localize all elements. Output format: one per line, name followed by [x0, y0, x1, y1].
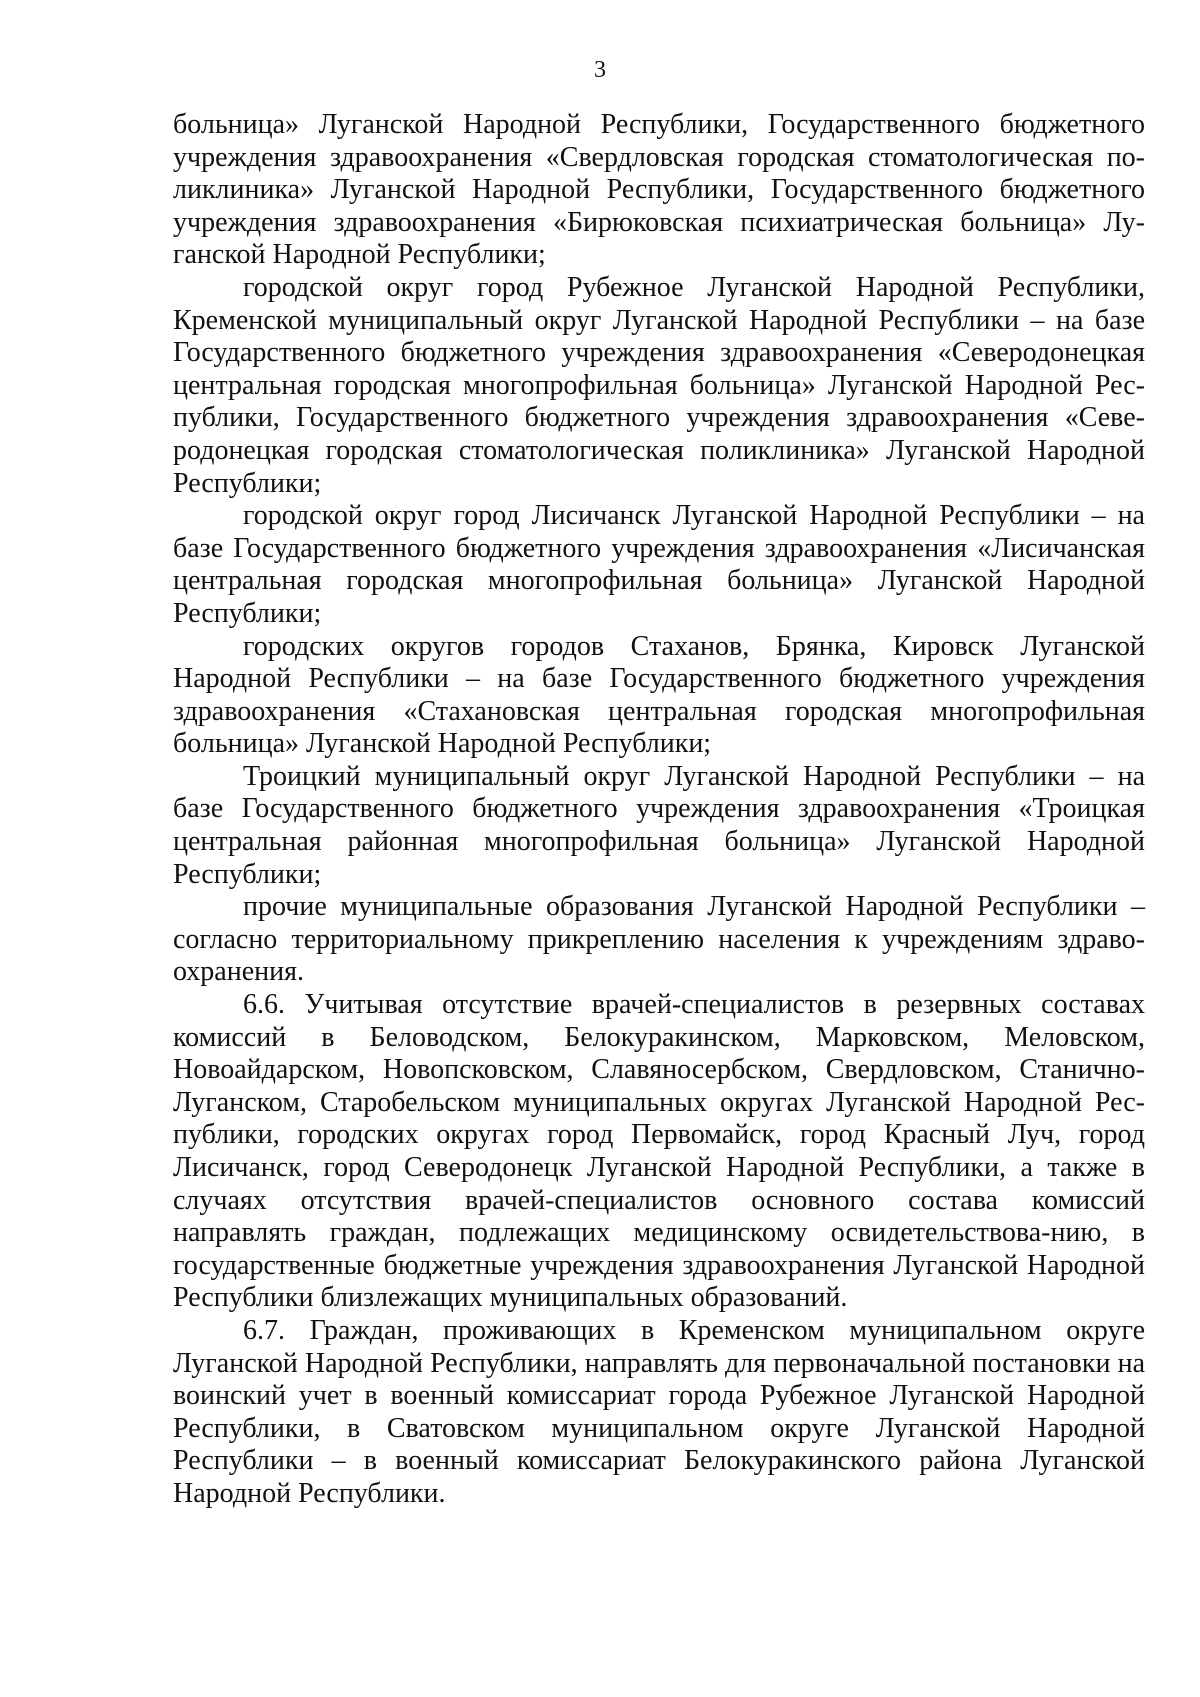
paragraph-other-municipalities: прочие муниципальные образования Луганской Народной Республики – согласно территориальному прикреплению населения к учреждениям здраво-охранения. [173, 891, 1145, 988]
paragraph-stakhanov: городских округов городов Стаханов, Брянка, Кировск Луганской Народной Республики – на базе Государственного бюджетного учреждения здравоохранения «Стахановская центральная городская многопрофильная больница» Луганской Народной Республики; [173, 630, 1145, 760]
paragraph-6-7: 6.7. Граждан, проживающих в Кременском муниципальном округе Луганской Народной Республики, направлять для первоначальной постановки на воинский учет в военный комиссариат города Рубежное Луганской Народной Республики, в Сватовском муниципальном округе Луганской Народной Республики – в военный комиссариат Белокуракинского района Луганской Народной Республики. [173, 1314, 1145, 1509]
paragraph-6-6: 6.6. Учитывая отсутствие врачей-специалистов в резервных составах комиссий в Беловодском, Белокуракинском, Марковском, Меловском, Новоайдарском, Новопсковском, Славяносербском, Свердловском, Станично-Луганском, Старобельском муниципальных округах Луганской Народной Рес-публики, городских округах город Первомайск, город Красный Луч, город Лисичанск, город Северодонецк Луганской Народной Республики, а также в случаях отсутствия врачей-специалистов основного состава комиссий направлять граждан, подлежащих медицинскому освидетельствова-нию, в государственные бюджетные учреждения здравоохранения Луганской Народной Республики близлежащих муниципальных образований. [173, 989, 1145, 1314]
paragraph-rubezhnoe: городской округ город Рубежное Луганской Народной Республики, Кременской муниципальный округ Луганской Народной Республики – на базе Государственного бюджетного учреждения здравоохранения «Северодонецкая центральная городская многопрофильная больница» Луганской Народной Рес-публики, Государственного бюджетного учреждения здравоохранения «Севе-родонецкая городская стоматологическая поликлиника» Луганской Народной Республики; [173, 271, 1145, 499]
paragraph-hospitals-continuation: больница» Луганской Народной Республики, Государственного бюджетного учреждения здравоохранения «Свердловская городская стоматологическая по-ликлиника» Луганской Народной Республики, Государственного бюджетного учреждения здравоохранения «Бирюковская психиатрическая больница» Лу-ганской Народной Республики; [173, 109, 1145, 271]
page-number: 3 [594, 57, 606, 83]
document-body [173, 109, 1145, 1511]
paragraph-troitsky: Троицкий муниципальный округ Луганской Народной Республики – на базе Государственного бюджетного учреждения здравоохранения «Троицкая центральная районная многопрофильная больница» Луганской Народной Республики; [173, 760, 1145, 890]
paragraph-lisichansk: городской округ город Лисичанск Луганской Народной Республики – на базе Государственного бюджетного учреждения здравоохранения «Лисичанская центральная городская многопрофильная больница» Луганской Народной Республики; [173, 500, 1145, 629]
